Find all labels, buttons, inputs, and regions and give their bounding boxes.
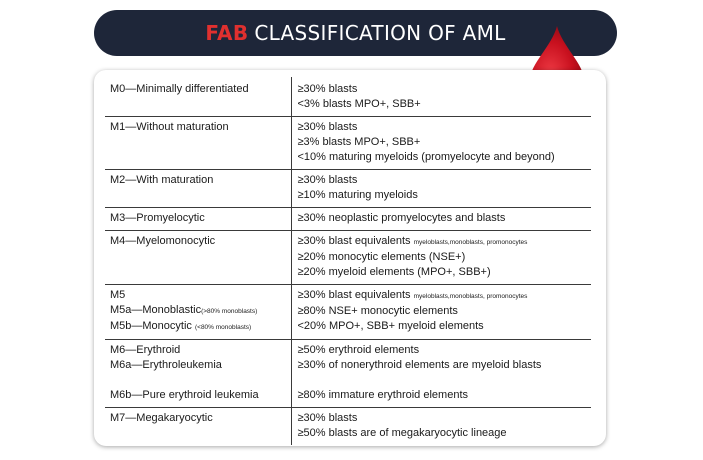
subtype-text: M3—Promyelocytic [110,212,205,224]
subtype-cell [105,117,291,170]
criteria-text: ≥80% NSE+ monocytic elements [297,305,458,317]
line-gap [298,373,592,388]
criteria-cell [291,77,591,117]
line-gap [110,373,291,388]
criteria-line [298,304,592,319]
criteria-cell [291,231,591,285]
criteria-text: ≥30% blasts [297,174,358,186]
criteria-text: ≥20% myeloid elements (MPO+, SBB+) [297,266,491,278]
criteria-cell [291,285,591,340]
criteria-text: ≥30% blast equivalents [297,235,414,247]
criteria-line [298,150,592,165]
criteria-line [298,173,592,188]
criteria-text: <20% MPO+, SBB+ myeloid elements [297,320,484,332]
criteria-text: ≥10% maturing myeloids [297,189,418,201]
subtype-text: M2—With maturation [110,174,214,186]
subtype-text: M6b—Pure erythroid leukemia [110,389,259,401]
subtype-text: M4—Myelomonocytic [110,235,216,247]
table-row [105,117,591,170]
subtype-line [110,82,291,97]
criteria-line [298,319,592,334]
subtype-subnote: (>80% monoblasts) [201,308,258,315]
criteria-line [298,250,592,265]
criteria-text: ≥30% blasts [297,121,358,133]
subtype-line [110,411,291,426]
subtype-text: M5a—Monoblastic [110,304,202,316]
subtype-line [110,120,291,135]
criteria-cell [291,208,591,231]
criteria-text: ≥20% monocytic elements (NSE+) [297,251,466,263]
subtype-line [110,211,291,226]
subtype-line [110,319,291,335]
criteria-text: ≥3% blasts MPO+, SBB+ [297,136,421,148]
table-row [105,408,591,446]
subtype-cell [105,285,291,340]
criteria-text: ≥30% blasts [297,83,358,95]
criteria-line [298,426,592,441]
subtype-cell [105,231,291,285]
criteria-line [298,288,592,304]
subtype-text: M6—Erythroid [110,344,181,356]
title-text: CLASSIFICATION OF AML [254,21,506,45]
subtype-line [110,173,291,188]
subtype-line [110,388,291,403]
subtype-text: M1—Without maturation [110,121,229,133]
subtype-cell [105,77,291,117]
criteria-text: <3% blasts MPO+, SBB+ [297,98,421,110]
criteria-line [298,388,592,403]
subtype-text: M5b—Monocytic [110,320,195,332]
criteria-subnote: myeloblasts,monoblasts, promonocytes [413,239,528,246]
criteria-line [298,135,592,150]
subtype-cell [105,170,291,208]
subtype-cell [105,340,291,408]
criteria-text: ≥50% blasts are of megakaryocytic lineage [297,427,507,439]
subtype-cell [105,408,291,446]
subtype-line [110,303,291,319]
table-row [105,77,591,117]
subtype-text: M5 [110,289,126,301]
criteria-line [298,97,592,112]
subtype-text: M0—Minimally differentiated [110,83,249,95]
criteria-cell [291,340,591,408]
criteria-text: ≥30% of nonerythroid elements are myeloid blasts [297,359,542,371]
criteria-text: ≥30% neoplastic promyelocytes and blasts [297,212,506,224]
criteria-line [298,234,592,250]
subtype-subnote: (<80% monoblasts) [194,324,252,331]
subtype-text: M7—Megakaryocytic [110,412,213,424]
criteria-text: ≥50% erythroid elements [297,344,420,356]
criteria-line [298,411,592,426]
criteria-line [298,211,592,226]
table-row [105,231,591,285]
subtype-line [110,358,291,373]
criteria-line [298,265,592,280]
criteria-text: ≥30% blast equivalents [297,289,414,301]
criteria-subnote: myeloblasts,monoblasts, promonocytes [413,293,528,300]
table-row [105,170,591,208]
subtype-line [110,234,291,249]
subtype-line [110,288,291,303]
criteria-line [298,82,592,97]
criteria-cell [291,408,591,446]
criteria-cell [291,117,591,170]
criteria-text: <10% maturing myeloids (promyelocyte and beyond) [297,151,555,163]
criteria-text: ≥80% immature erythroid elements [297,389,468,401]
criteria-line [298,358,592,373]
fab-classification-table [105,77,591,445]
table-row [105,340,591,408]
subtype-line [110,343,291,358]
criteria-cell [291,170,591,208]
criteria-line [298,188,592,203]
subtype-text: M6a—Erythroleukemia [110,359,222,371]
criteria-line [298,343,592,358]
title-accent: FAB [205,21,249,45]
table-row [105,208,591,231]
criteria-text: ≥30% blasts [297,412,358,424]
subtype-cell [105,208,291,231]
criteria-line [298,120,592,135]
table-row [105,285,591,340]
